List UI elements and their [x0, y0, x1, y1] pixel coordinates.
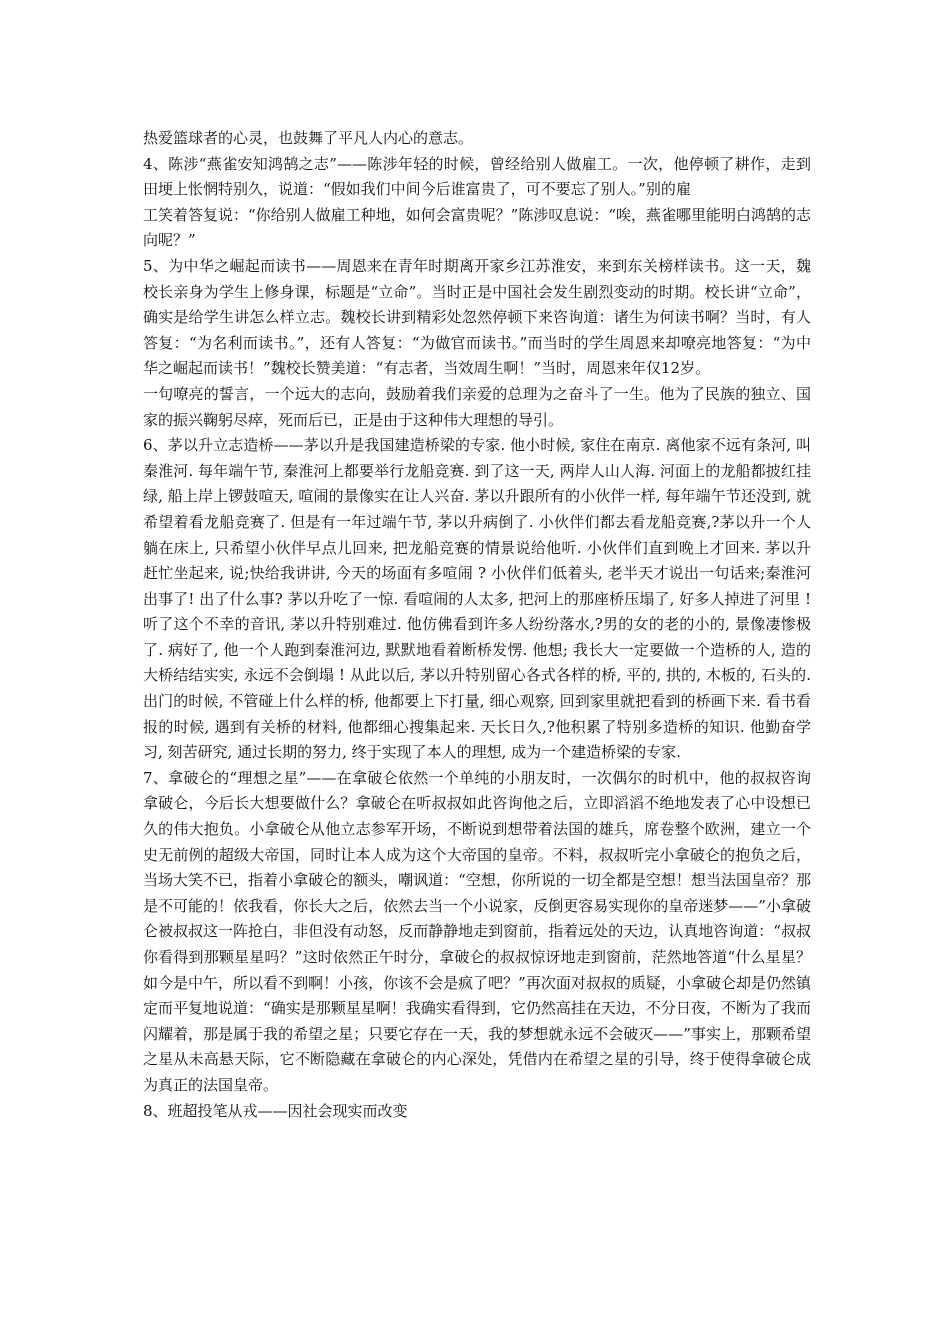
document-body — [143, 126, 811, 1124]
paragraph-7: 7、拿破仑的“理想之星”——在拿破仑依然一个单纯的小朋友时，一次偶尔的时机中，他的叔叔咨询拿破仑，今后长大想要做什么？拿破仑在听叔叔如此咨询他之后，立即滔滔不绝地发表了心中设想已久的伟大抱负。小拿破仑从他立志参军开场，不断说到想带着法国的雄兵，席卷整个欧洲，建立一个史无前例的超级大帝国，同时让本人成为这个大帝国的皇帝。不料，叔叔听完小拿破仑的抱负之后，当场大笑不已，指着小拿破仑的额头，嘲讽道：“空想，你所说的一切全都是空想！想当法国皇帝？那是不可能的！依我看，你长大之后，依然去当一个小说家，反倒更容易实现你的皇帝迷梦——”小拿破仑被叔叔这一阵抢白，非但没有动怒，反而静静地走到窗前，指着远处的天边，认真地咨询道：“叔叔你看得到那颗星星吗？”这时依然正午时分，拿破仑的叔叔惊讶地走到窗前，茫然地答道“什么星星？如今是中午，所以看不到啊！小孩，你该不会是疯了吧？”再次面对叔叔的质疑，小拿破仑却是仍然镇定而平复地说道：“确实是那颗星星啊！我确实看得到，它仍然高挂在天边，不分日夜，不断为了我而闪耀着，那是属于我的希望之星；只要它存在一天，我的梦想就永远不会破灭——”事实上，那颗希望之星从未高悬天际，它不断隐藏在拿破仑的内心深处，凭借内在希望之星的引导，终于使得拿破仑成为真正的法国皇帝。 — [143, 768, 811, 1094]
paragraph-8: 8、班超投笔从戎——因社会现实而改变 — [143, 1101, 408, 1120]
paragraph-3: 工笑着答复说：“你给别人做雇工种地，如何会富贵呢？”陈涉叹息说：“唉，燕雀哪里能明白鸿鹄的志向呢？” — [143, 205, 812, 250]
paragraph-1: 热爱篮球者的心灵，也鼓舞了平凡人内心的意志。 — [143, 129, 474, 147]
paragraph-4: 5、为中华之崛起而读书——周恩来在青年时期离开家乡江苏淮安，来到东关榜样读书。这一天，魏校长亲身为学生上修身课，标题是“立命”。当时正是中国社会发生剧烈变动的时期。校长讲“立命”，确实是给学生讲怎么样立志。魏校长讲到精彩处忽然停顿下来咨询道：诸生为何读书啊？当时，有人答复：“为名利而读书。”，还有人答复：“为做官而读书。”而当时的学生周恩来却嘹亮地答复：“为中华之崛起而读书！”魏校长赞美道：“有志者，当效周生啊！”当时，周恩来年仅12岁。 — [143, 256, 811, 378]
paragraph-2: 4、陈涉“燕雀安知鸿鹄之志”——陈涉年轻的时候，曾经给别人做雇工。一次，他停顿了耕作，走到田埂上怅惘特别久，说道：“假如我们中间今后谁富贵了，可不要忘了别人。”别的雇 — [143, 154, 811, 199]
paragraph-5: 一句嘹亮的誓言，一个远大的志向，鼓励着我们亲爱的总理为之奋斗了一生。他为了民族的独立、国家的振兴鞠躬尽瘁，死而后已，正是由于这种伟大理想的导引。 — [143, 384, 811, 429]
paragraph-6: 6、茅以升立志造桥——茅以升是我国建造桥梁的专家. 他小时候, 家住在南京. 离他家不远有条河, 叫秦淮河. 每年端午节, 秦淮河上都要举行龙船竞赛. 到了这一天, 两岸人山人海. 河面上的龙船都披红挂绿, 船上岸上锣鼓喧天, 喧闹的景像实在让人兴奋. 茅以升跟所有的小伙伴一样, 每年端午节还没到, 就希望着看龙船竞赛了. 但是有一年过端午节, 茅以升病倒了. 小伙伴们都去看龙船竞赛,?茅以升一个人躺在床上, 只希望小伙伴早点儿回来, 把龙船竞赛的情景说给他听. 小伙伴们直到晚上才回来. 茅以升赶忙坐起来, 说;快给我讲讲, 今天的场面有多喧闹 ? 小伙伴们低着头, 老半天才说出一句话来;秦淮河出事了! 出了什么事? 茅以升吃了一惊. 看喧闹的人太多, 把河上的那座桥压塌了, 好多人掉进了河里 ! 听了这个不幸的音讯, 茅以升特别难过. 他仿佛看到许多人纷纷落水,?男的女的老的小的, 景像凄惨极了. 病好了, 他一个人跑到秦淮河边, 默默地看着断桥发愣. 他想; 我长大一定要做一个造桥的人, 造的大桥结结实实, 永远不会倒塌 ! 从此以后, 茅以升特别留心各式各样的桥, 平的, 拱的, 木板的, 石头的. 出门的时候, 不管碰上什么样的桥, 他都要上下打量, 细心观察, 回到家里就把看到的桥画下来. 看书看报的时候, 遇到有关桥的材料, 他都细心搜集起来. 天长日久,?他积累了特别多造桥的知识. 他勤奋学习, 刻苦研究, 通过长期的努力, 终于实现了本人的理想, 成为一个建造桥梁的专家. — [143, 436, 811, 762]
